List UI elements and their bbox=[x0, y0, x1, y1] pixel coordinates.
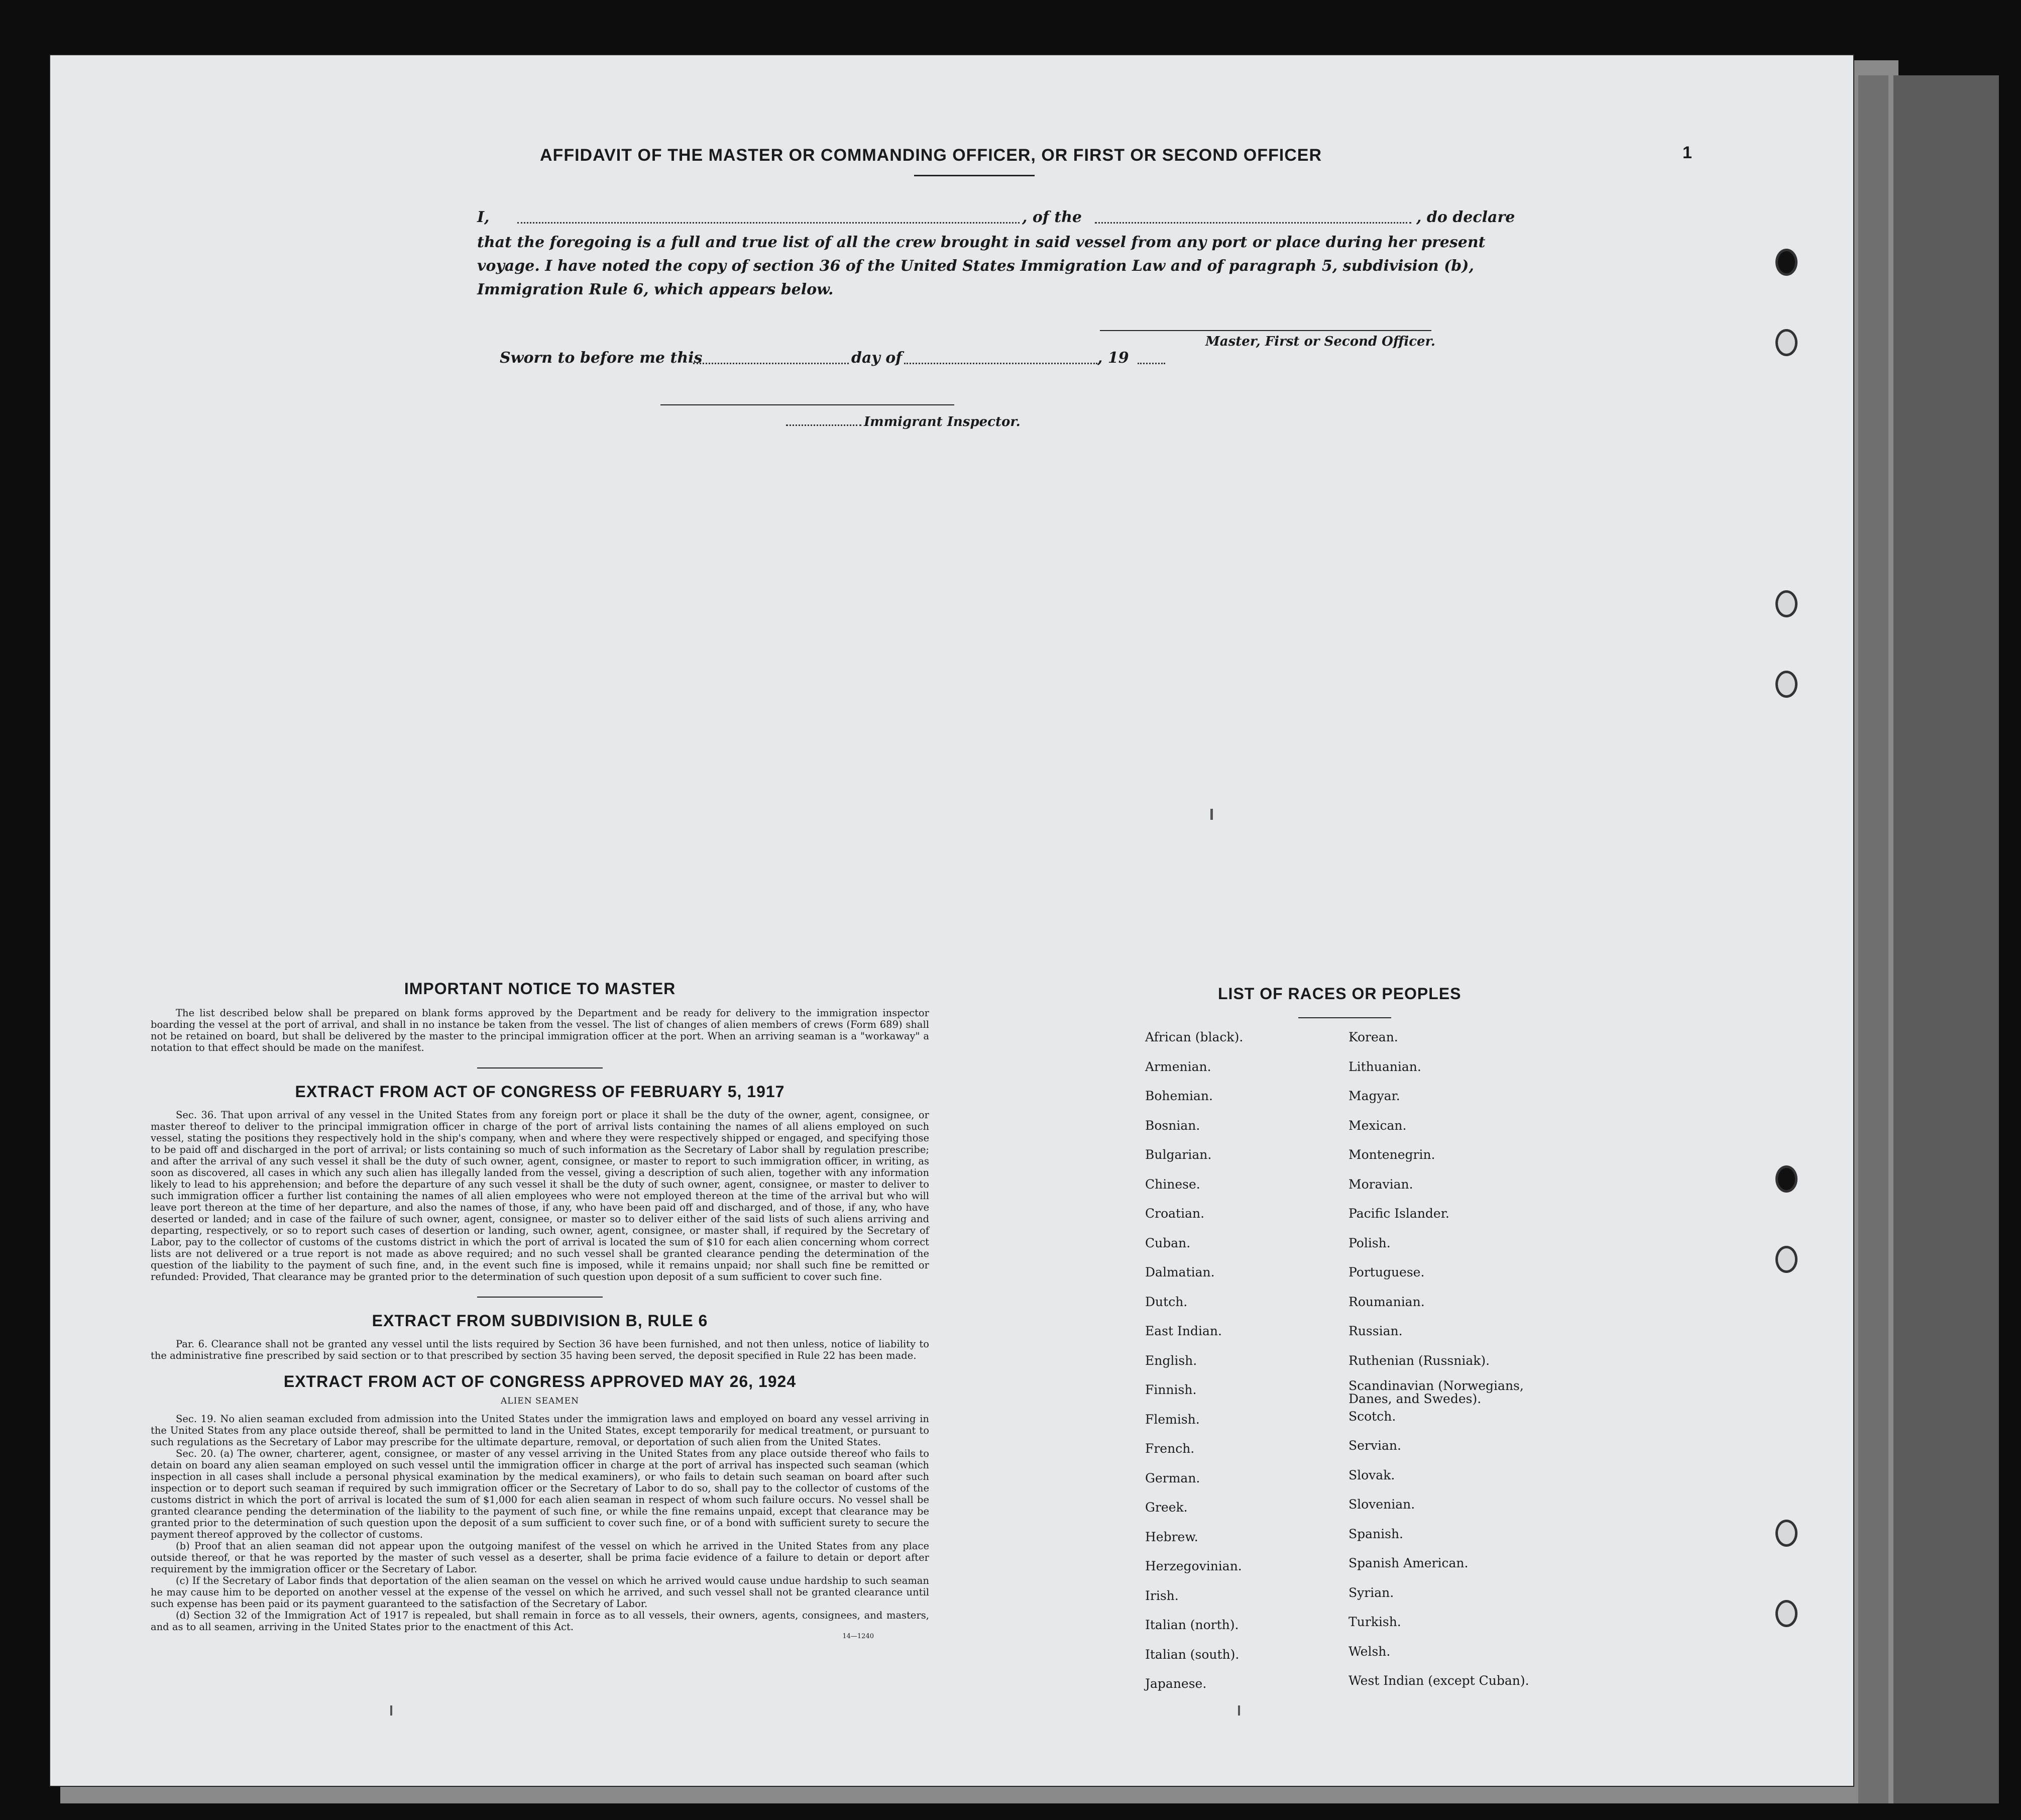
race-item: Italian (south). bbox=[1145, 1647, 1240, 1662]
year-blank bbox=[1138, 363, 1165, 364]
race-item: Pacific Islander. bbox=[1349, 1206, 1449, 1221]
race-item: Roumanian. bbox=[1349, 1294, 1425, 1309]
extract-rule6-title: EXTRACT FROM SUBDIVISION B, RULE 6 bbox=[372, 1312, 708, 1330]
races-underline bbox=[1298, 1017, 1391, 1018]
sec-20a-paragraph: Sec. 20. (a) The owner, charterer, agent, consignee, or master of any vessel arriving in the United States from any place outside thereof who fails to detain on board any alien seaman employed on such vessel until the immigration officer in charge at the port of arrival has inspected such seaman (which inspection in all cases shall include a personal physical examination by the medical examiners), or who fails to detain such seaman on board after such inspection or to deport such seaman if required by such immigration officer or the Secretary of Labor to do so, shall pay to the collector of customs of the customs district in which the port of arrival is located the sum of $1,000 for each alien seaman in respect of whom such failure occurs. No vessel shall be granted clearance pending the determination of the liability to the payment of such fine, or while the fine remains unpaid, except that clearance may be granted prior to the determination of such question upon the deposit of a sum sufficient to cover such fine, or of a bond with sufficient surety to secure the payment thereof approved by the collector of customs. bbox=[151, 1448, 929, 1540]
notice-paragraph: The list described below shall be prepared on blank forms approved by the Department and be ready for delivery to the immigration inspector boarding the vessel at the port of arrival, and shall in no instance be taken from the vessel. The list of changes of alien members of crews (Form 689) shall not be retained on board, but shall be delivered by the master to the principal immigration officer at the port. When an arriving seaman is a "workaway" a notation to that effect should be made on the manifest. bbox=[151, 1007, 929, 1053]
race-item: Korean. bbox=[1349, 1030, 1398, 1044]
race-item: Chinese. bbox=[1145, 1176, 1200, 1192]
pencil-mark bbox=[390, 1705, 392, 1716]
binder-hole bbox=[1775, 590, 1798, 617]
race-item: Croatian. bbox=[1145, 1206, 1205, 1221]
sworn-prefix: Sworn to before me this bbox=[500, 349, 703, 367]
extract-1917-title: EXTRACT FROM ACT OF CONGRESS OF FEBRUARY 5, 1917 bbox=[295, 1083, 785, 1101]
affidavit-line-4: Immigration Rule 6, which appears below. bbox=[477, 281, 834, 298]
binder-hole bbox=[1775, 249, 1798, 276]
race-item: Servian. bbox=[1349, 1438, 1401, 1453]
race-item: Bosnian. bbox=[1145, 1118, 1200, 1133]
race-item: African (black). bbox=[1145, 1030, 1244, 1044]
sec-19-paragraph: Sec. 19. No alien seaman excluded from admission into the United States under the immigration laws and employed on board any vessel arriving in the United States from any place outside thereof, shall be permitted to land in the United States, except temporarily for medical treatment, or pursuant to such regulations as the Secretary of Labor may prescribe for the ultimate departure, removal, or deportation of such alien from the United States. bbox=[151, 1413, 929, 1448]
race-item: Japanese. bbox=[1145, 1676, 1207, 1691]
binder-hole bbox=[1775, 1165, 1798, 1193]
race-item: Dutch. bbox=[1145, 1294, 1188, 1309]
extract-1924-text bbox=[151, 1413, 929, 1633]
section-36-paragraph: Sec. 36. That upon arrival of any vessel in the United States from any foreign port or place it shall be the duty of the owner, agent, consignee, or master thereof to deliver to the principal immigration officer in charge of the port of arrival lists containing the names of all aliens employed on such vessel, stating the positions they respectively hold in the ship's company, when and where they were respectively shipped or engaged, and specifying those to be paid off and discharged in the port of arrival; or lists containing so much of such information as the Secretary of Labor shall by regulation prescribe; and after the arrival of any such vessel it shall be the duty of such owner, agent, consignee, or master to report to such immigration officer, in writing, as soon as discovered, all cases in which any such alien has illegally landed from the vessel, giving a description of such alien, together with any information likely to lead to his apprehension; and before the departure of any such vessel it shall be the duty of such owner, agent, consignee, or master to deliver to such immigration officer a further list containing the names of all alien employees who were not employed thereon at the time of the arrival but who will leave port thereon at the time of her departure, and also the names of those, if any, who have been paid off and discharged, and of those, if any, who have deserted or landed; and in case of the failure of such owner, agent, consignee, or master so to deliver either of the said lists of such aliens arriving and departing, respectively, or so to report such cases of desertion or landing, such owner, agent, consignee, or master shall, if required by the Secretary of Labor, pay to the collector of customs of the customs district in which the port of arrival is located the sum of $10 for each alien concerning whom correct lists are not delivered or a true report is not made as above required; and no such vessel shall be granted clearance pending the determination of the question of the liability to the payment of such fine, and, in the event such fine is imposed, while it remains unpaid; nor shall such fine be remitted or refunded: Provided, That clearance may be granted prior to the determination of such question upon deposit of a sum sufficient to cover such fine. bbox=[151, 1109, 929, 1282]
master-signature-line bbox=[1100, 330, 1431, 331]
race-item: East Indian. bbox=[1145, 1324, 1222, 1338]
binder-hole bbox=[1775, 1520, 1798, 1547]
affidavit-line-2: that the foregoing is a full and true list of all the crew brought in said vessel from any port or place during her present bbox=[477, 234, 1486, 251]
page-edge-strip bbox=[1893, 75, 1999, 1803]
race-item: Portuguese. bbox=[1349, 1265, 1425, 1279]
sec-20b-paragraph: (b) Proof that an alien seaman did not appear upon the outgoing manifest of the vessel on which he arrived in the United States from any place outside thereof, or that he was reported by the master of such vessel as a deserter, shall be prima facie evidence of a failure to detain or deport after requirement by the immigration officer or the Secretary of Labor. bbox=[151, 1540, 929, 1575]
race-item: Mexican. bbox=[1349, 1118, 1407, 1133]
race-item: Syrian. bbox=[1349, 1585, 1394, 1600]
binder-hole bbox=[1775, 1600, 1798, 1627]
race-item: English. bbox=[1145, 1353, 1197, 1368]
race-item: Ruthenian (Russniak). bbox=[1349, 1353, 1490, 1368]
divider bbox=[477, 1067, 603, 1068]
vessel-blank bbox=[1095, 222, 1411, 224]
race-item: Dalmatian. bbox=[1145, 1265, 1215, 1279]
race-item: Slovak. bbox=[1349, 1467, 1395, 1482]
sec-20c-paragraph: (c) If the Secretary of Labor finds that deportation of the alien seaman on the vessel on which he arrived would cause undue hardship to such seaman he may cause him to be deported on another vessel at the expense of the vessel on which he arrived, and such vessel shall not be granted clearance until such expense has been paid or its payment guaranteed to the satisfaction of the Secretary of Labor. bbox=[151, 1575, 929, 1610]
race-item: Herzegovinian. bbox=[1145, 1559, 1242, 1573]
divider bbox=[477, 1297, 603, 1298]
inspector-dots bbox=[786, 424, 861, 426]
affidavit-title: AFFIDAVIT OF THE MASTER OR COMMANDING OFFICER, OR FIRST OR SECOND OFFICER bbox=[540, 146, 1322, 165]
race-item: Magyar. bbox=[1349, 1089, 1400, 1103]
alien-seamen-subtitle: ALIEN SEAMEN bbox=[501, 1396, 579, 1406]
race-item: Turkish. bbox=[1349, 1615, 1401, 1629]
race-item: Hebrew. bbox=[1145, 1529, 1198, 1544]
page-edge-strip bbox=[1858, 75, 1888, 1803]
pencil-mark bbox=[1238, 1705, 1240, 1716]
race-item: Spanish. bbox=[1349, 1526, 1404, 1541]
page-number: 1 bbox=[1682, 143, 1692, 162]
notices-column bbox=[151, 980, 929, 1640]
race-item: Slovenian. bbox=[1349, 1497, 1415, 1512]
day-blank bbox=[693, 363, 849, 364]
race-item: Cuban. bbox=[1145, 1235, 1191, 1250]
race-item: Spanish American. bbox=[1349, 1556, 1469, 1570]
races-title: LIST OF RACES OR PEOPLES bbox=[1218, 985, 1462, 1003]
race-item: Polish. bbox=[1349, 1235, 1391, 1250]
binder-hole bbox=[1775, 329, 1798, 356]
binder-hole bbox=[1775, 671, 1798, 698]
form-number: 14—1240 bbox=[842, 1633, 874, 1640]
notice-text bbox=[151, 1007, 929, 1053]
race-item: Flemish. bbox=[1145, 1412, 1200, 1427]
race-item: West Indian (except Cuban). bbox=[1349, 1673, 1529, 1688]
race-item: Moravian. bbox=[1349, 1176, 1413, 1192]
races-column-1 bbox=[1145, 1030, 1336, 1706]
race-item: Scotch. bbox=[1349, 1409, 1396, 1424]
inspector-signature-label: Immigrant Inspector. bbox=[864, 414, 1021, 430]
affidavit-i: I, bbox=[477, 208, 490, 226]
month-blank bbox=[904, 363, 1097, 364]
extract-rule6-text bbox=[151, 1338, 929, 1361]
race-item: Russian. bbox=[1349, 1324, 1403, 1338]
affidavit-declare: , do declare bbox=[1416, 208, 1515, 226]
notice-title: IMPORTANT NOTICE TO MASTER bbox=[404, 980, 676, 998]
sworn-day-of: day of bbox=[851, 349, 903, 367]
race-item: Finnish. bbox=[1145, 1382, 1197, 1397]
par-6-paragraph: Par. 6. Clearance shall not be granted any vessel until the lists required by Section 36 have been furnished, and not then unless, notice of liability to the administrative fine prescribed by said section or to that prescribed by section 35 having been served, the deposit specified in Rule 22 has been made. bbox=[151, 1338, 929, 1361]
affidavit-line-3: voyage. I have noted the copy of section 36 of the United States Immigration Law and of paragraph 5, subdivision (b), bbox=[477, 257, 1474, 275]
extract-1917-text bbox=[151, 1109, 929, 1282]
race-item: Irish. bbox=[1145, 1588, 1179, 1603]
race-item: German. bbox=[1145, 1470, 1200, 1485]
race-item: Bohemian. bbox=[1145, 1089, 1213, 1103]
race-item: Armenian. bbox=[1145, 1059, 1211, 1074]
master-signature-label: Master, First or Second Officer. bbox=[1205, 334, 1435, 349]
title-underline bbox=[914, 175, 1035, 176]
pencil-mark bbox=[1210, 809, 1213, 820]
race-item: Italian (north). bbox=[1145, 1618, 1239, 1632]
race-item: Welsh. bbox=[1349, 1644, 1391, 1659]
name-blank bbox=[517, 222, 1020, 224]
races-column-2 bbox=[1349, 1030, 1559, 1703]
sworn-year: , 19 bbox=[1097, 349, 1129, 367]
race-item: Montenegrin. bbox=[1349, 1147, 1435, 1162]
document-page bbox=[50, 55, 1853, 1786]
affidavit-of-the: , of the bbox=[1022, 208, 1082, 226]
race-item: French. bbox=[1145, 1441, 1195, 1456]
sec-20d-paragraph: (d) Section 32 of the Immigration Act of 1917 is repealed, but shall remain in force as to all vessels, their owners, agents, consignees, and masters, and as to all seamen, arriving in the United States prior to the enactment of this Act. bbox=[151, 1610, 929, 1633]
inspector-signature-line bbox=[660, 404, 954, 405]
binder-hole bbox=[1775, 1246, 1798, 1273]
race-item: Scandinavian (Norwegians, Danes, and Swedes). bbox=[1349, 1378, 1524, 1406]
race-item: Bulgarian. bbox=[1145, 1147, 1212, 1162]
extract-1924-title: EXTRACT FROM ACT OF CONGRESS APPROVED MAY 26, 1924 bbox=[283, 1372, 797, 1390]
race-item: Lithuanian. bbox=[1349, 1059, 1421, 1074]
race-item: Greek. bbox=[1145, 1500, 1188, 1515]
